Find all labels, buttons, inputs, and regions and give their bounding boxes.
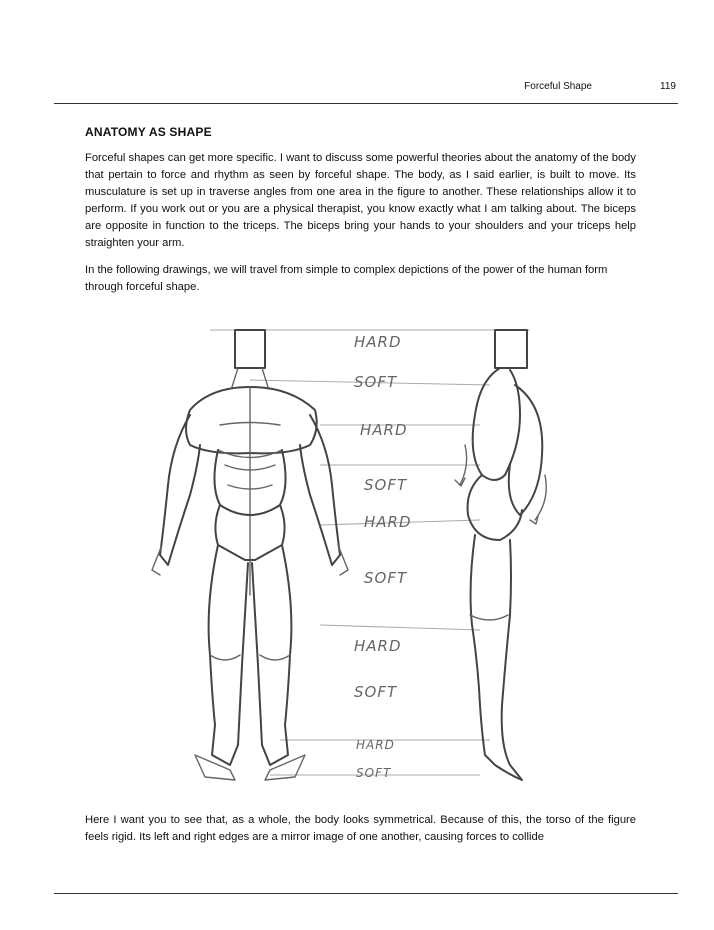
footer-rule (54, 893, 678, 894)
anatomy-figure (150, 325, 580, 795)
section-heading: ANATOMY AS SHAPE (85, 125, 212, 139)
body-paragraph-1: Forceful shapes can get more specific. I want to discuss some powerful theories about the anatomy of the body that pertain to force and rhythm as seen by forceful shape. The body, as I said earlier, is built to move. Its musculature is set up in traverse angles from one area in the figure to another. These relationships allow it to perform. If you work out or you are a physical therapist, you know exactly what I am talking about. The biceps are opposite in function to the triceps. The biceps bring your hands to your shoulders and your triceps help straighten your arm. (85, 152, 636, 249)
side-figure-sketch (455, 330, 546, 780)
page-number: 119 (660, 81, 676, 92)
body-paragraph-3: Here I want you to see that, as a whole, the body looks symmetrical. Because of this, the torso of the figure feels rigid. Its left and right edges are a mirror image of one another, causing forces to collide (85, 814, 636, 843)
running-title: Forceful Shape (524, 81, 592, 92)
body-paragraph-2: In the following drawings, we will travel from simple to complex depictions of the power of the human form through forceful shape. (85, 264, 608, 293)
label-7: HARD (354, 637, 402, 655)
anatomy-sketch-illustration (150, 325, 580, 795)
label-6: SOFT (364, 569, 408, 587)
label-8: SOFT (354, 683, 398, 701)
label-9: HARD (356, 738, 395, 752)
label-2: SOFT (354, 373, 398, 391)
page-header (54, 0, 678, 104)
hard-soft-labels (354, 333, 412, 780)
front-figure-sketch (152, 330, 348, 780)
label-10: SOFT (356, 766, 392, 780)
label-4: SOFT (364, 476, 408, 494)
label-1: HARD (354, 333, 402, 351)
label-3: HARD (360, 421, 408, 439)
label-5: HARD (364, 513, 412, 531)
guide-lines (210, 330, 530, 775)
